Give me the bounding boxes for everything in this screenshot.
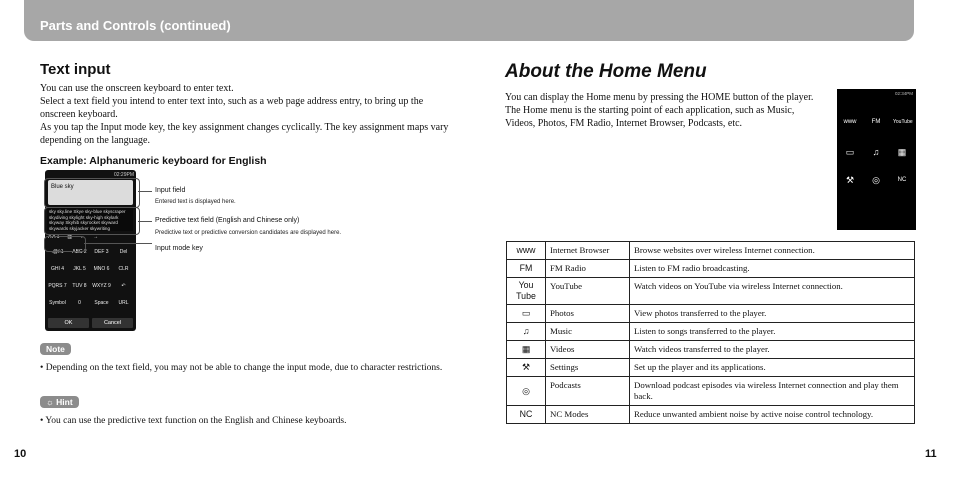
row-description: View photos transferred to the player.	[630, 305, 915, 323]
row-icon-glyph: www	[516, 245, 536, 255]
key[interactable]: PQRS 7	[48, 283, 67, 289]
page-number-left: 10	[14, 448, 27, 460]
row-icon-glyph: ◎	[522, 385, 530, 396]
photos-icon[interactable]: ▭	[845, 147, 855, 157]
note-badge: Note	[40, 343, 71, 355]
key[interactable]: CLR	[118, 266, 129, 272]
key[interactable]: .@/:1	[51, 249, 64, 255]
key[interactable]: GHI 4	[50, 266, 65, 272]
home-menu-table	[506, 241, 915, 424]
row-description: Listen to FM radio broadcasting.	[630, 260, 915, 278]
row-description: Watch videos transferred to the player.	[630, 341, 915, 359]
photos-icon	[507, 305, 546, 323]
row-name: Settings	[546, 359, 630, 377]
row-icon-glyph: You Tube	[516, 280, 536, 301]
callout-input-field: Input field	[155, 187, 186, 194]
fm-radio-icon	[507, 260, 546, 278]
videos-icon	[507, 341, 546, 359]
leader-line	[138, 221, 152, 222]
input-field-callout-box	[44, 178, 140, 208]
videos-icon[interactable]: ▦	[897, 147, 907, 157]
section-banner	[24, 0, 914, 41]
leader-line	[138, 191, 152, 192]
row-description: Watch videos on YouTube via wireless Internet connection.	[630, 278, 915, 305]
example-heading: Example: Alphanumeric keyboard for English	[40, 155, 267, 167]
key[interactable]: MNO 6	[93, 266, 110, 272]
row-icon-glyph: ▦	[521, 344, 531, 354]
row-description: Download podcast episodes via wireless Internet connection and play them back.	[630, 377, 915, 406]
callout-predictive: Predictive text field (English and Chinese only)	[155, 217, 300, 224]
row-name: Photos	[546, 305, 630, 323]
clear-icon[interactable]: ▥	[67, 234, 73, 240]
row-description: Reduce unwanted ambient noise by active noise control technology.	[630, 406, 915, 424]
row-name: Music	[546, 323, 630, 341]
www-icon[interactable]: www	[843, 119, 857, 125]
key[interactable]: JKL 5	[73, 266, 86, 272]
intro-paragraph-3: As you tap the Input mode key, the key assignment changes cyclically. The key assignment maps vary depending on the language.	[40, 122, 449, 146]
callout-input-field-sub: Entered text is displayed here.	[155, 199, 236, 205]
predictive-callout-box	[44, 207, 140, 235]
row-icon-glyph: ⚒	[522, 362, 530, 372]
youtube-icon[interactable]: YouTube	[893, 119, 913, 125]
cancel-button[interactable]: Cancel	[92, 318, 133, 328]
table-row	[507, 406, 915, 424]
row-name: YouTube	[546, 278, 630, 305]
hint-badge	[40, 396, 79, 408]
row-name: Podcasts	[546, 377, 630, 406]
callout-mode-key: Input mode key	[155, 245, 203, 252]
table-row	[507, 260, 915, 278]
table-row	[507, 359, 915, 377]
table-row	[507, 323, 915, 341]
hint-text: • You can use the predictive text function on the English and Chinese keyboards.	[40, 416, 347, 426]
table-row	[507, 377, 915, 406]
text-input-heading: Text input	[40, 61, 111, 78]
row-icon-glyph: ▭	[521, 308, 531, 318]
hint-bulb-icon: ☼	[46, 397, 54, 407]
home-menu-paragraph: You can display the Home menu by pressing the HOME button of the player. The Home menu is the starting point of each application, such as Music, Videos, Photos, FM Radio, Internet Browser, Podcasts, etc.	[505, 92, 814, 129]
leader-line	[84, 243, 152, 244]
key[interactable]: 0	[78, 300, 81, 306]
key[interactable]: TUV 8	[72, 283, 87, 289]
nc-modes-icon[interactable]: NC	[897, 177, 907, 183]
key[interactable]: ↶	[121, 283, 126, 289]
intro-paragraph-2: Select a text field you intend to enter text into, such as a web page address entry, to bring up the onscreen keyboard.	[40, 96, 424, 120]
page-number-right: 11	[925, 448, 937, 460]
www-icon	[507, 242, 546, 260]
row-name: FM Radio	[546, 260, 630, 278]
key[interactable]: WXYZ 9	[92, 283, 111, 289]
keypad	[47, 246, 134, 314]
table-row	[507, 305, 915, 323]
row-description: Set up the player and its applications.	[630, 359, 915, 377]
key[interactable]: Symbol	[49, 300, 66, 306]
row-name: Internet Browser	[546, 242, 630, 260]
predictive-text-field[interactable]: sky sky.line Skye sky-blue skyscraper skydiving skylight sky-high skylark skyway Skyhib skyrocket skyward skywards skyjacker skywriting	[47, 208, 133, 231]
keypad-row	[47, 280, 134, 297]
row-name: Videos	[546, 341, 630, 359]
table-row	[507, 341, 915, 359]
home-menu-screenshot	[837, 89, 916, 230]
music-icon	[507, 323, 546, 341]
hint-text-content: You can use the predictive text function on the English and Chinese keyboards.	[45, 416, 347, 426]
music-icon[interactable]: ♫	[872, 147, 880, 157]
key[interactable]: ABC 2	[72, 249, 87, 255]
input-field-text: Blue sky	[51, 184, 74, 190]
key[interactable]: DEF 3	[94, 249, 109, 255]
input-mode-key[interactable]: A A 1	[48, 234, 60, 240]
table-row	[507, 242, 915, 260]
note-text-content: Depending on the text field, you may not be able to change the input mode, due to character restrictions.	[45, 363, 443, 373]
hint-label: Hint	[56, 397, 73, 407]
section-title: Parts and Controls (continued)	[40, 18, 231, 33]
table-row	[507, 278, 915, 305]
row-icon-glyph: NC	[519, 409, 533, 419]
arrow-right-icon[interactable]: →	[93, 234, 99, 240]
keypad-row	[47, 263, 134, 280]
intro-paragraph-1: You can use the onscreen keyboard to enter text.	[40, 83, 234, 94]
row-icon-glyph: ♫	[522, 326, 530, 336]
row-description: Listen to songs transferred to the player.	[630, 323, 915, 341]
ok-cancel-row	[48, 318, 133, 328]
phone-status-time: 02:29PM	[113, 172, 134, 178]
fm-radio-icon[interactable]: FM	[871, 119, 881, 125]
keypad-row	[47, 297, 134, 314]
note-text: • Depending on the text field, you may not be able to change the input mode, due to character restrictions.	[40, 363, 443, 373]
key[interactable]: Space	[94, 300, 109, 306]
arrow-left-icon[interactable]: ←	[80, 234, 86, 240]
mode-key-callout-box	[44, 236, 86, 252]
ok-button[interactable]: OK	[48, 318, 89, 328]
home-menu-heading: About the Home Menu	[505, 61, 707, 82]
settings-icon[interactable]: ⚒	[845, 175, 855, 185]
row-name: NC Modes	[546, 406, 630, 424]
youtube-icon	[507, 278, 546, 305]
callout-predictive-sub: Predictive text or predictive conversion candidates are displayed here.	[155, 230, 342, 236]
row-description: Browse websites over wireless Internet connection.	[630, 242, 915, 260]
nc-modes-icon	[507, 406, 546, 424]
podcasts-icon[interactable]: ◎	[872, 175, 880, 185]
settings-icon	[507, 359, 546, 377]
key[interactable]: URL	[118, 300, 129, 306]
row-icon-glyph: FM	[519, 263, 533, 273]
home-status-time: 02:34PM	[894, 91, 913, 96]
podcasts-icon	[507, 377, 546, 406]
key[interactable]: Del	[119, 249, 128, 255]
